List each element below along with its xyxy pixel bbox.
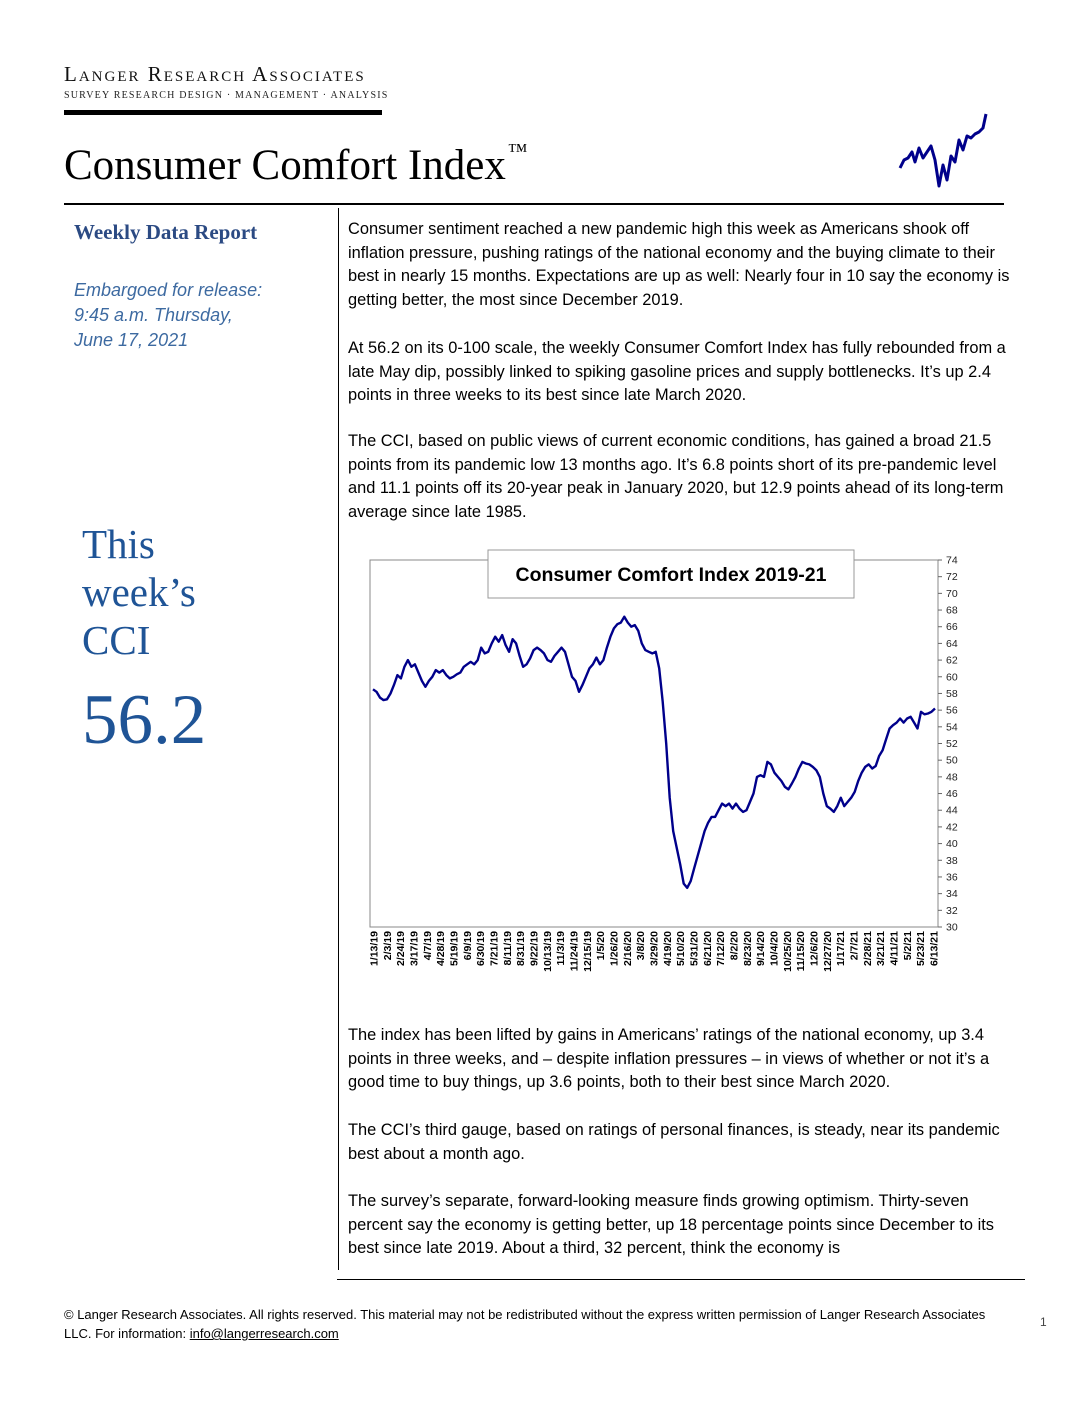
x-tick-label: 7/21/19 [488,931,501,967]
y-tick-label: 60 [946,671,958,684]
x-tick-label: 8/23/20 [741,931,754,967]
y-tick-label: 46 [946,788,958,801]
y-tick-label: 72 [946,571,958,584]
y-tick-label: 30 [946,921,958,934]
paragraph-text: At 56.2 on its 0-100 scale, the weekly Consumer Comfort Index has fully rebounded from a late May dip, possibly linked to spiking gasoline prices and supply bottlenecks. It’s up 2.4 points in three weeks to its best since late March 2020. [348,339,1006,404]
y-tick-label: 34 [946,888,958,901]
org-name: Langer Research Associates [64,62,366,86]
title-rule [64,203,1004,205]
body-paragraph [348,1190,1016,1261]
x-tick-label: 11/24/19 [568,931,581,972]
page-title [64,140,528,190]
x-tick-label: 6/13/21 [928,931,941,967]
x-tick-label: 6/21/20 [701,931,714,967]
embargo-notice [74,278,336,353]
cci-label-line: week’s [82,569,196,615]
y-tick-label: 32 [946,904,958,917]
y-tick-label: 52 [946,738,958,750]
footer [64,1305,1014,1343]
embargo-line: Embargoed for release: [74,280,263,300]
report-heading: Weekly Data Report [74,220,258,244]
footer-rule [337,1279,1025,1280]
y-tick-label: 56 [946,704,958,717]
paragraph-text: The CCI’s third gauge, based on ratings of personal finances, is steady, near its pandemic best about a month ago. [348,1121,1000,1163]
sidebar-divider [338,208,339,1270]
x-tick-label: 5/10/20 [675,931,688,967]
y-tick-label: 48 [946,771,958,784]
paragraph-text: The index has been lifted by gains in Americans’ ratings of the national economy, up 3.4 points in three weeks, and – despite inflation pressures – in views of whether or not it’s a good time to buy things, up 3.6 points, both to their best since March 2020. [348,1026,990,1091]
embargo-line: June 17, 2021 [74,330,189,350]
body-paragraph [348,430,1016,524]
y-tick-label: 70 [946,587,958,600]
x-tick-label: 4/7/19 [421,931,434,961]
cci-label-line: This [82,521,155,567]
x-tick-label: 2/16/20 [621,931,634,967]
paragraph-text: Consumer sentiment reached a new pandemic high this week as Americans shook off inflation pressure, pushing ratings of the national economy and the buying climate to their best in nearly 15 months. Expectations are up as well: Nearly four in 10 say the economy is getting better, the most since December 2019. [348,220,1010,309]
body-paragraph [348,337,1016,408]
y-tick-label: 66 [946,621,958,634]
page-title-text: Consumer Comfort Index [64,142,506,189]
body-paragraph [348,1024,1016,1095]
x-tick-label: 6/30/19 [475,931,488,967]
y-tick-label: 36 [946,871,958,884]
x-tick-label: 5/23/21 [915,931,928,967]
x-tick-label: 2/28/21 [861,931,874,967]
y-tick-label: 68 [946,604,958,617]
x-tick-label: 1/17/21 [835,931,848,967]
x-tick-label: 1/5/20 [595,931,608,961]
email-link[interactable]: info@langerresearch.com [189,1326,339,1341]
y-tick-label: 74 [946,554,958,567]
x-tick-label: 3/17/19 [408,931,421,967]
x-tick-label: 1/26/20 [608,931,621,967]
x-tick-label: 8/31/19 [515,931,528,967]
paragraph-text: The survey’s separate, forward-looking measure finds growing optimism. Thirty-seven percent say the economy is getting better, up 18 percentage points since December to its best since late 2019. About a third, 32 percent, think the economy is [348,1192,994,1257]
x-tick-label: 10/25/20 [781,931,794,972]
x-tick-label: 5/19/19 [448,931,461,967]
trademark-mark: ™ [507,140,528,162]
plot-area [370,560,938,927]
x-tick-label: 5/31/20 [688,931,701,967]
cci-line-chart [350,545,976,990]
x-tick-label: 3/21/21 [875,931,888,967]
x-tick-label: 10/13/19 [541,931,554,972]
x-tick-label: 3/8/20 [635,931,648,961]
x-tick-label: 8/2/20 [728,931,741,961]
x-tick-label: 12/27/20 [821,931,834,972]
y-tick-label: 38 [946,854,958,867]
x-tick-label: 10/4/20 [768,931,781,967]
cci-value: 56.2 [82,681,207,759]
embargo-line: 9:45 a.m. Thursday, [74,305,233,325]
x-tick-label: 11/15/20 [795,931,808,972]
x-tick-label: 9/14/20 [755,931,768,967]
page-number: 1 [1040,1315,1047,1329]
x-tick-label: 4/28/19 [435,931,448,967]
x-tick-label: 5/2/21 [901,931,914,961]
x-tick-label: 4/11/21 [888,931,901,966]
x-tick-label: 2/24/19 [395,931,408,967]
x-tick-label: 9/22/19 [528,931,541,967]
cci-label [82,520,282,664]
x-tick-label: 3/29/20 [648,931,661,967]
y-tick-label: 54 [946,721,958,734]
body-paragraph [348,218,1016,312]
y-tick-label: 50 [946,754,958,767]
x-tick-label: 12/6/20 [808,931,821,967]
x-tick-label: 11/3/19 [555,931,568,966]
x-tick-label: 1/13/19 [368,931,381,967]
body-paragraph [348,1119,1016,1166]
x-tick-label: 4/19/20 [661,931,674,967]
x-tick-label: 12/15/19 [581,931,594,972]
y-tick-label: 64 [946,637,958,650]
cci-label-line: CCI [82,617,151,663]
header-rule [64,110,382,115]
y-tick-label: 58 [946,687,958,700]
sparkline-logo-icon [896,110,992,196]
paragraph-text: The CCI, based on public views of current economic conditions, has gained a broad 21.5 points from its pandemic low 13 months ago. It’s 6.8 points short of its pre-pandemic level and 11.1 points off its 20-year peak in January 2020, but 12.9 points ahead of its long-term average since late 1985. [348,432,1004,521]
copyright-text: © Langer Research Associates. All rights reserved. This material may not be redistributed without the express written permission of Langer Research Associates LLC. For information: [64,1307,986,1341]
x-tick-label: 2/7/21 [848,931,861,961]
x-tick-label: 7/12/20 [715,931,728,967]
chart-title: Consumer Comfort Index 2019-21 [515,564,827,586]
y-tick-label: 42 [946,821,958,834]
y-tick-label: 44 [946,804,958,817]
x-tick-label: 6/9/19 [461,931,474,961]
y-tick-label: 40 [946,838,958,851]
x-tick-label: 2/3/19 [381,931,394,961]
x-tick-label: 8/11/19 [501,931,514,966]
y-tick-label: 62 [946,654,958,667]
org-tagline: SURVEY RESEARCH DESIGN · MANAGEMENT · ANALYSIS [64,90,389,101]
